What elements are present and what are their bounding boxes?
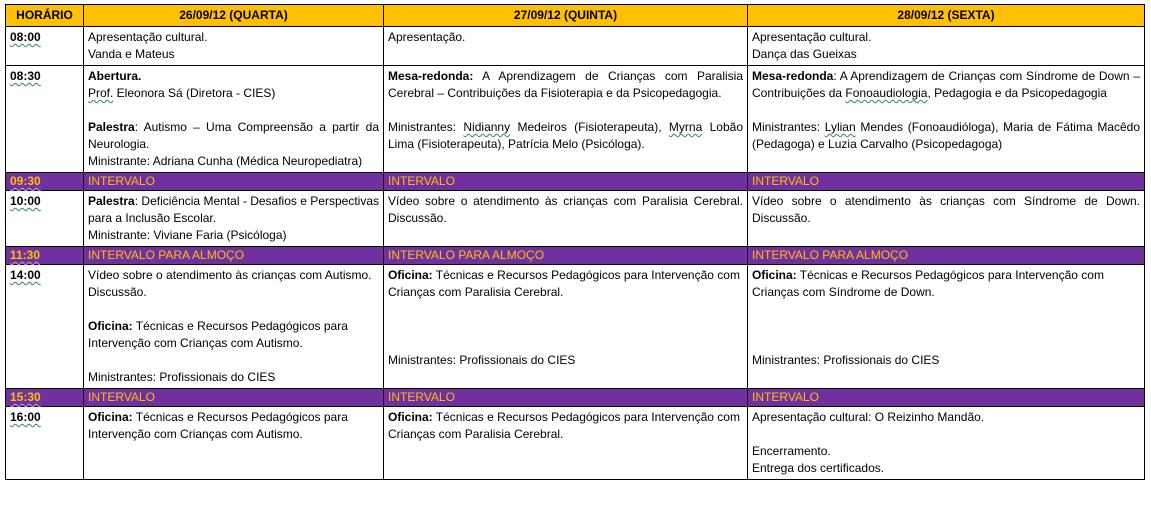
oficina-line [388, 267, 743, 301]
spacer [752, 102, 1140, 119]
break-cell: INTERVALO PARA ALMOÇO [84, 247, 384, 265]
spacer [88, 352, 379, 369]
oficina-line [388, 409, 743, 443]
header-time: HORÁRIO [6, 5, 84, 27]
cell-line: Dança das Gueixas [752, 47, 857, 61]
cell-day1 [84, 407, 384, 480]
row-0800 [6, 27, 1145, 66]
spacer [388, 102, 743, 119]
min-name: Nidianny [463, 120, 511, 134]
cell-day2 [384, 66, 748, 173]
palestra-text: : Autismo – Uma Compreensão a partir da Neurologia. [88, 120, 379, 151]
ministrantes-line: Ministrantes: Profissionais do CIES [88, 370, 276, 384]
spacer [752, 301, 1140, 352]
oficina-bold: Oficina: [752, 268, 797, 282]
row-1400 [6, 265, 1145, 389]
oficina-bold: Oficina: [388, 410, 433, 424]
mesa-sq: Fonoaudiologia [845, 86, 928, 100]
time-cell: 10:00 [6, 191, 84, 247]
oficina-bold: Oficina: [388, 268, 433, 282]
cell-day3 [748, 191, 1145, 247]
cell-day3 [748, 66, 1145, 173]
cell-day2 [384, 191, 748, 247]
min-mid: Medeiros (Fisioterapeuta), [510, 120, 669, 134]
cell-day1 [84, 27, 384, 66]
cell-day1 [84, 191, 384, 247]
speaker-name: Eleonora Sá (Diretora - CIES) [113, 86, 276, 100]
ministrante-line: Ministrante: Viviane Faria (Psicóloga) [88, 228, 287, 242]
oficina-text: Técnicas e Recursos Pedagógicos para Intervenção com Crianças com Paralisia Cerebral. [388, 410, 740, 441]
cell-day2 [384, 27, 748, 66]
header-day2: 27/09/12 (QUINTA) [384, 5, 748, 27]
cell-day3 [748, 407, 1145, 480]
palestra-line [88, 119, 379, 153]
break-cell: INTERVALO [748, 173, 1145, 191]
min-pre: Ministrantes: [388, 120, 464, 134]
palestra-bold: Palestra [88, 120, 135, 134]
ministrantes-line: Ministrantes: Profissionais do CIES [752, 353, 940, 367]
mesa-line [388, 68, 743, 102]
row-1000 [6, 191, 1145, 247]
break-cell: INTERVALO [748, 389, 1145, 407]
spacer [88, 102, 379, 119]
break-cell: INTERVALO [384, 173, 748, 191]
time-cell: 08:00 [6, 27, 84, 66]
ministrantes-line [388, 119, 743, 153]
oficina-line [752, 267, 1140, 301]
palestra-bold: Palestra [88, 194, 135, 208]
oficina-text: Técnicas e Recursos Pedagógicos para Intervenção com Crianças com Autismo. [88, 319, 348, 350]
break-cell: INTERVALO PARA ALMOÇO [384, 247, 748, 265]
oficina-text: Técnicas e Recursos Pedagógicos para Intervenção com Crianças com Síndrome de Down. [752, 268, 1104, 299]
cell-line: Vanda e Mateus [88, 47, 175, 61]
ministrante-line: Ministrante: Adriana Cunha (Médica Neuropediatra) [88, 154, 363, 168]
cell-line: Apresentação cultural. [88, 30, 208, 44]
spacer [88, 301, 379, 318]
palestra-line [88, 193, 379, 227]
oficina-bold: Oficina: [88, 410, 133, 424]
cell-line: Apresentação cultural. [752, 30, 872, 44]
row-1600 [6, 407, 1145, 480]
oficina-text: Técnicas e Recursos Pedagógicos para Intervenção com Crianças com Autismo. [88, 410, 348, 441]
spacer [752, 426, 1140, 443]
row-1130 [6, 247, 1145, 265]
row-0830 [6, 66, 1145, 173]
cell-day2 [384, 407, 748, 480]
schedule-table [5, 4, 1145, 480]
abertura-speaker [88, 85, 379, 102]
min-name: Myrna [668, 120, 703, 134]
oficina-line [88, 409, 379, 443]
spacer [388, 301, 743, 352]
cell-line: Apresentação. [388, 30, 466, 44]
row-1530 [6, 389, 1145, 407]
header-day3: 28/09/12 (SEXTA) [748, 5, 1145, 27]
min-post: Mendes (Fonoaudióloga), Maria de Fátima Macêdo (Pedagoga) e Luzia Carvalho (Psicopedagoga) [752, 120, 1141, 151]
min-post: Lobão Lima (Fisioterapeuta), Patrícia Melo (Psicóloga). [388, 120, 743, 151]
abertura-title [88, 68, 379, 85]
cell-line: Vídeo sobre o atendimento às crianças com Síndrome de Down. Discussão. [752, 194, 1140, 225]
cell-day2 [384, 265, 748, 389]
encerramento-line: Encerramento. [752, 444, 831, 458]
ministrantes-line [752, 119, 1140, 153]
abertura-bold: Abertura. [88, 69, 142, 83]
min-name: Lylian [824, 120, 856, 134]
apresentacao-line: Apresentação cultural: O Reizinho Mandão. [752, 410, 985, 424]
time-cell: 15:30 [6, 389, 84, 407]
cell-line: Vídeo sobre o atendimento às crianças com Paralisia Cerebral. Discussão. [388, 194, 743, 225]
header-day1: 26/09/12 (QUARTA) [84, 5, 384, 27]
mesa-bold: Mesa-redonda [752, 69, 834, 83]
cell-day3 [748, 265, 1145, 389]
time-cell: 11:30 [6, 247, 84, 265]
mesa-line [752, 68, 1140, 102]
break-cell: INTERVALO [84, 173, 384, 191]
palestra-text: : Deficiência Mental - Desafios e Perspectivas para a Inclusão Escolar. [88, 194, 379, 225]
mesa-text: A Aprendizagem de Crianças com Paralisia Cerebral – Contribuições da Fisioterapia e da Psicopedagogia. [388, 69, 743, 100]
time-cell: 14:00 [6, 265, 84, 389]
mesa-text: : A Aprendizagem de Crianças com Síndrome de Down – Contribuições da [752, 69, 1140, 100]
mesa-bold: Mesa-redonda: [388, 69, 474, 83]
cell-day3 [748, 27, 1145, 66]
cell-day1 [84, 66, 384, 173]
oficina-text: Técnicas e Recursos Pedagógicos para Intervenção com Crianças com Paralisia Cerebral. [388, 268, 740, 299]
time-cell: 09:30 [6, 173, 84, 191]
time-cell: 16:00 [6, 407, 84, 480]
prof-abbrev: Prof. [88, 86, 114, 100]
video-line: Vídeo sobre o atendimento às crianças com Autismo. Discussão. [88, 268, 372, 299]
mesa-text: , Pedagogia e da Psicopedagogia [927, 86, 1107, 100]
min-pre: Ministrantes: [752, 120, 825, 134]
header-row [6, 5, 1145, 27]
row-0930 [6, 173, 1145, 191]
break-cell: INTERVALO PARA ALMOÇO [748, 247, 1145, 265]
break-cell: INTERVALO [84, 389, 384, 407]
ministrantes-line: Ministrantes: Profissionais do CIES [388, 353, 576, 367]
certificados-line: Entrega dos certificados. [752, 461, 885, 475]
break-cell: INTERVALO [384, 389, 748, 407]
cell-day1 [84, 265, 384, 389]
oficina-bold: Oficina: [88, 319, 133, 333]
time-cell: 08:30 [6, 66, 84, 173]
oficina-line [88, 318, 379, 352]
